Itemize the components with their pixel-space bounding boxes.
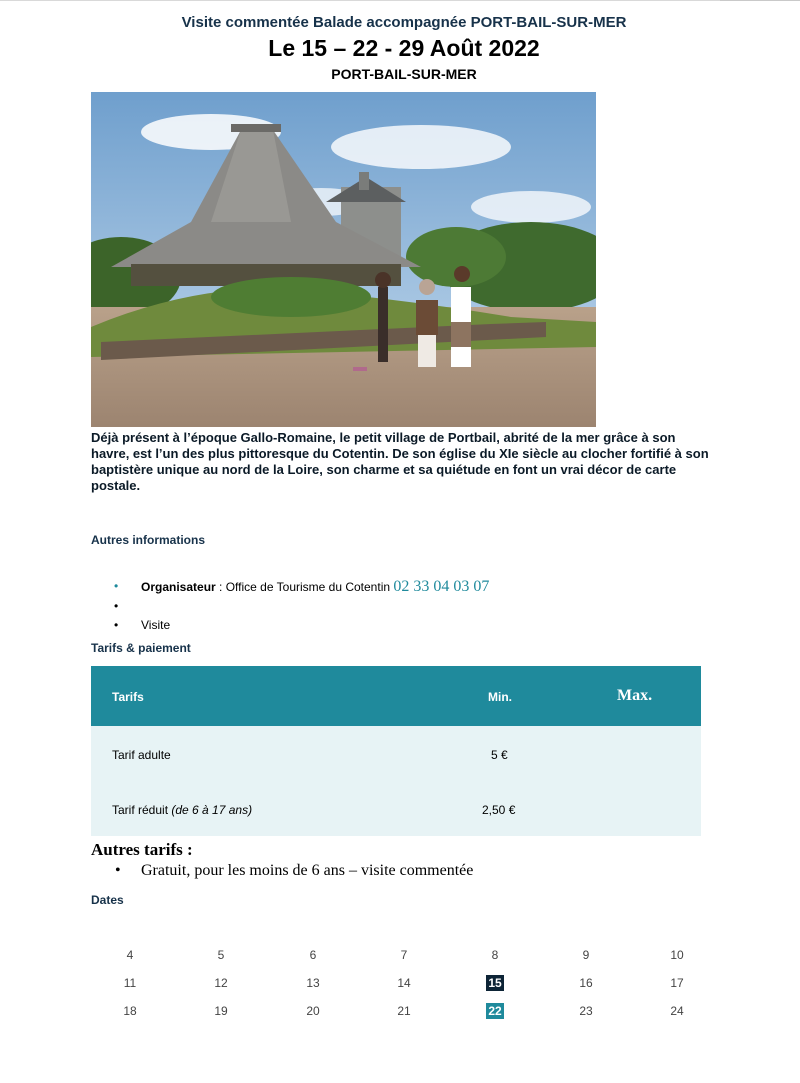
table-row bbox=[91, 781, 701, 836]
calendar-day: 12 bbox=[214, 976, 228, 990]
header-tarifs: Tarifs bbox=[112, 690, 144, 704]
other-tariffs-title: Autres tarifs : bbox=[91, 840, 193, 859]
calendar-day: 10 bbox=[670, 948, 684, 962]
row-label: Tarif réduit bbox=[112, 803, 172, 817]
other-tariffs-text: Gratuit, pour les moins de 6 ans – visite commentée bbox=[141, 862, 474, 879]
event-photo bbox=[91, 92, 596, 427]
calendar-day: 13 bbox=[306, 976, 320, 990]
row-min: 2,50 € bbox=[482, 803, 516, 817]
visite-label: Visite bbox=[141, 618, 171, 632]
calendar-day: 20 bbox=[306, 1004, 320, 1018]
organizer-value: Office de Tourisme du Cotentin bbox=[225, 580, 394, 594]
dates-title: Dates bbox=[91, 893, 124, 907]
other-info-title: Autres informations bbox=[91, 533, 206, 547]
info-list bbox=[110, 578, 710, 634]
calendar-day: 11 bbox=[123, 976, 137, 990]
tariffs-table bbox=[91, 666, 701, 836]
organizer-label: Organisateur bbox=[141, 580, 216, 594]
calendar-day: 7 bbox=[400, 948, 408, 962]
bullet-icon: • bbox=[114, 599, 119, 613]
row-label: Tarif adulte bbox=[112, 748, 171, 762]
calendar-week bbox=[84, 947, 724, 975]
calendar-day: 17 bbox=[670, 976, 684, 990]
calendar-day: 23 bbox=[579, 1004, 593, 1018]
calendar-week bbox=[84, 975, 724, 1003]
calendar-day: 9 bbox=[582, 948, 590, 962]
calendar-week bbox=[84, 1003, 724, 1031]
calendar-day: 8 bbox=[491, 948, 499, 962]
calendar-day: 24 bbox=[670, 1004, 684, 1018]
baptistery-photo-illustration bbox=[91, 92, 596, 427]
calendar-day-highlighted[interactable]: 22 bbox=[488, 1004, 502, 1018]
date-calendar bbox=[84, 947, 724, 1031]
row-note: (de 6 à 17 ans) bbox=[171, 803, 253, 817]
table-row bbox=[91, 726, 701, 781]
event-location-heading: PORT-BAIL-SUR-MER bbox=[331, 66, 477, 82]
calendar-day: 19 bbox=[214, 1004, 228, 1018]
calendar-day: 21 bbox=[397, 1004, 411, 1018]
bullet-icon: • bbox=[114, 618, 119, 632]
calendar-day: 4 bbox=[126, 948, 134, 962]
header-min: Min. bbox=[488, 690, 512, 704]
calendar-day: 6 bbox=[309, 948, 317, 962]
header-max: Max. bbox=[617, 687, 653, 704]
tariffs-header-row bbox=[91, 666, 701, 726]
list-item-empty bbox=[110, 598, 710, 615]
list-item-organizer bbox=[110, 578, 710, 595]
event-title: Visite commentée Balade accompagnée PORT-BAIL-SUR-MER bbox=[181, 14, 627, 31]
calendar-day: 14 bbox=[397, 976, 411, 990]
calendar-day: 16 bbox=[579, 976, 593, 990]
calendar-day: 5 bbox=[217, 948, 225, 962]
top-border-tick bbox=[720, 0, 800, 1]
top-border-line bbox=[0, 0, 800, 1]
event-dates-heading: Le 15 – 22 - 29 Août 2022 bbox=[268, 35, 540, 61]
bullet-icon: • bbox=[115, 862, 121, 879]
row-min: 5 € bbox=[491, 748, 508, 762]
organizer-phone-link[interactable]: 02 33 04 03 07 bbox=[393, 578, 490, 595]
tariffs-title: Tarifs & paiement bbox=[91, 641, 191, 655]
calendar-day-selected[interactable]: 15 bbox=[488, 976, 502, 990]
calendar-day: 18 bbox=[123, 1004, 137, 1018]
bullet-icon: • bbox=[114, 579, 119, 593]
list-item-visite bbox=[110, 617, 710, 634]
intro-paragraph: Déjà présent à l’époque Gallo-Romaine, le petit village de Portbail, abrité de la mer grâce à son havre, est l’un des plus pittoresque du Cotentin. De son église du XIe siècle au clocher fortifié à son baptistère unique au nord de la Loire, son charme et sa quiétude en font un vrai décor de carte postale. bbox=[91, 430, 709, 493]
organizer-separator: : bbox=[215, 580, 226, 594]
